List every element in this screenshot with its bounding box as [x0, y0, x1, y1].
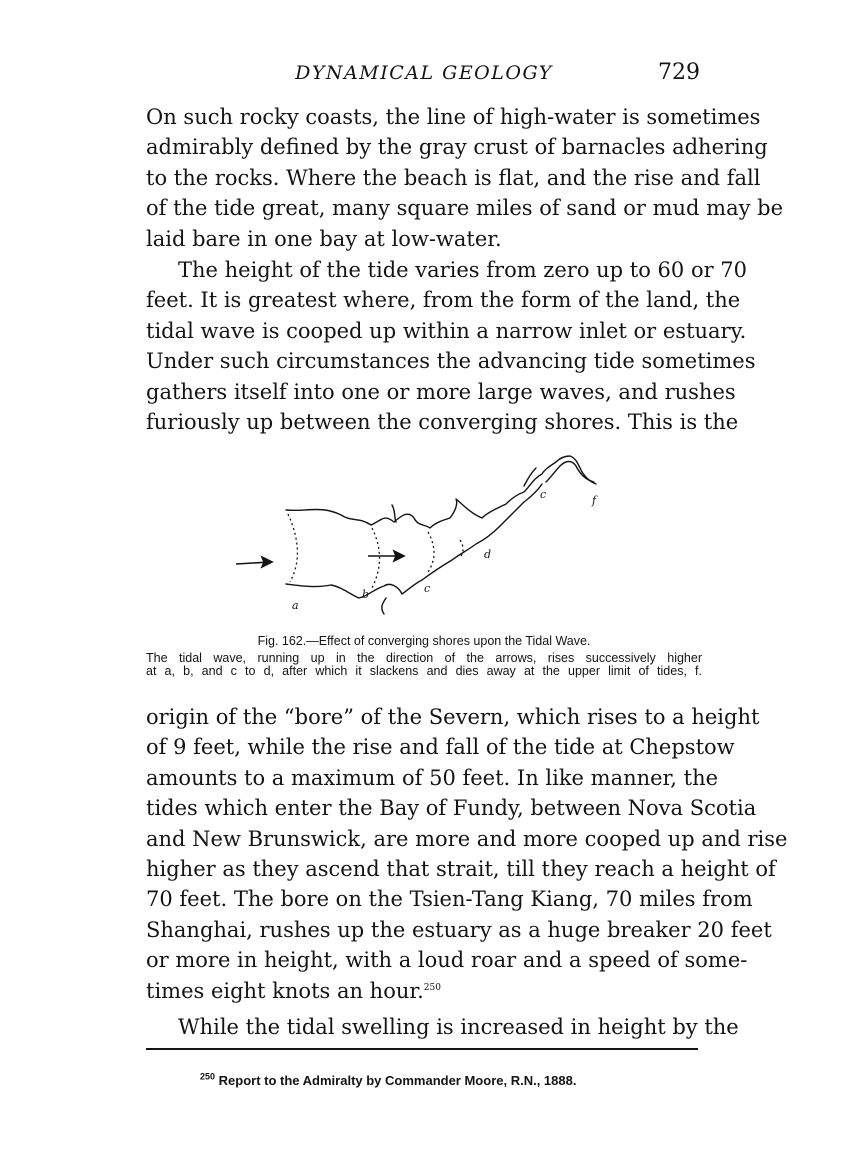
footnote-divider [146, 1048, 698, 1050]
paragraph-3 [146, 702, 788, 1006]
text-line: of the tide great, many square miles of sand or mud may be [146, 196, 783, 221]
caption-line: at a, b, and c to d, after which it slackens and dies away at the upper limit of tides, f. [146, 664, 702, 678]
footnote [200, 1073, 700, 1088]
south-inlet [382, 598, 386, 614]
text-line: Under such circumstances the advancing tide sometimes [146, 349, 756, 374]
wave-front-b [372, 528, 380, 588]
text-line: of 9 feet, while the rise and fall of the tide at Chepstow [146, 735, 735, 760]
wave-front-a [288, 514, 297, 582]
text-line: On such rocky coasts, the line of high-water is sometimes [146, 105, 761, 129]
footnote-text: Report to the Admiralty by Commander Moore, R.N., 1888. [218, 1073, 577, 1088]
running-head [146, 60, 702, 90]
text-line: or more in height, with a loud roar and a speed of some- [146, 948, 748, 973]
label-d: d [484, 548, 492, 561]
paragraph-2 [146, 255, 756, 437]
text-line: to the rocks. Where the beach is flat, and the rise and fall [146, 165, 761, 190]
paragraph-4 [146, 1012, 739, 1042]
text-line: While the tidal swelling is increased in height by the [178, 1015, 739, 1039]
figure-caption-title: Fig. 162.—Effect of converging shores upon the Tidal Wave. [257, 634, 591, 648]
text-line: feet. It is greatest where, from the form of the land, the [146, 288, 741, 313]
text-line: furiously up between the converging shores. This is the [146, 410, 739, 435]
text-line-with-footnote [146, 976, 702, 1006]
text-line: times eight knots an hour. [146, 978, 424, 1003]
text-line: laid bare in one bay at low-water. [146, 226, 502, 251]
label-c-upper: c [540, 488, 547, 501]
label-a: a [292, 599, 299, 612]
north-inlet [392, 505, 396, 522]
text-line: amounts to a maximum of 50 feet. In like manner, the [146, 765, 719, 790]
wave-front-d [460, 540, 463, 558]
east-inlet [524, 468, 536, 486]
middle-arrow-head [394, 551, 404, 561]
text-line: and New Brunswick, are more and more cooped up and rise [146, 826, 788, 851]
text-line: Shanghai, rushes up the estuary as a huge breaker 20 feet [146, 917, 772, 942]
wave-front-c [428, 532, 434, 572]
running-title: DYNAMICAL GEOLOGY [295, 62, 553, 84]
text-line: tides which enter the Bay of Fundy, between Nova Scotia [146, 796, 757, 821]
label-b: b [362, 588, 370, 601]
text-line: origin of the “bore” of the Severn, which rises to a height [146, 705, 760, 729]
tidal-wave-diagram [146, 448, 702, 638]
label-c-lower: c [424, 582, 431, 595]
upper-shoreline [286, 456, 596, 528]
page-number: 729 [658, 60, 700, 85]
figure-162 [146, 448, 702, 698]
text-line: admirably defined by the gray crust of barnacles adhering [146, 135, 768, 160]
label-f: f [592, 494, 597, 507]
text-line: higher as they ascend that strait, till they reach a height of [146, 857, 776, 882]
caption-line: The tidal wave, running up in the direction of the arrows, rises successively higher [146, 651, 702, 665]
text-line: 70 feet. The bore on the Tsien-Tang Kiang, 70 miles from [146, 887, 753, 912]
text-line: The height of the tide varies from zero up to 60 or 70 [178, 258, 748, 282]
left-arrow-head [262, 557, 272, 567]
paragraph-1 [146, 102, 783, 254]
footnote-reference[interactable]: 250 [423, 982, 441, 993]
lower-shoreline [286, 484, 542, 598]
footnote-number: 250 [200, 1071, 216, 1082]
figure-caption-body [146, 652, 702, 678]
text-line: gathers itself into one or more large waves, and rushes [146, 379, 736, 404]
text-line: tidal wave is cooped up within a narrow inlet or estuary. [146, 318, 747, 343]
